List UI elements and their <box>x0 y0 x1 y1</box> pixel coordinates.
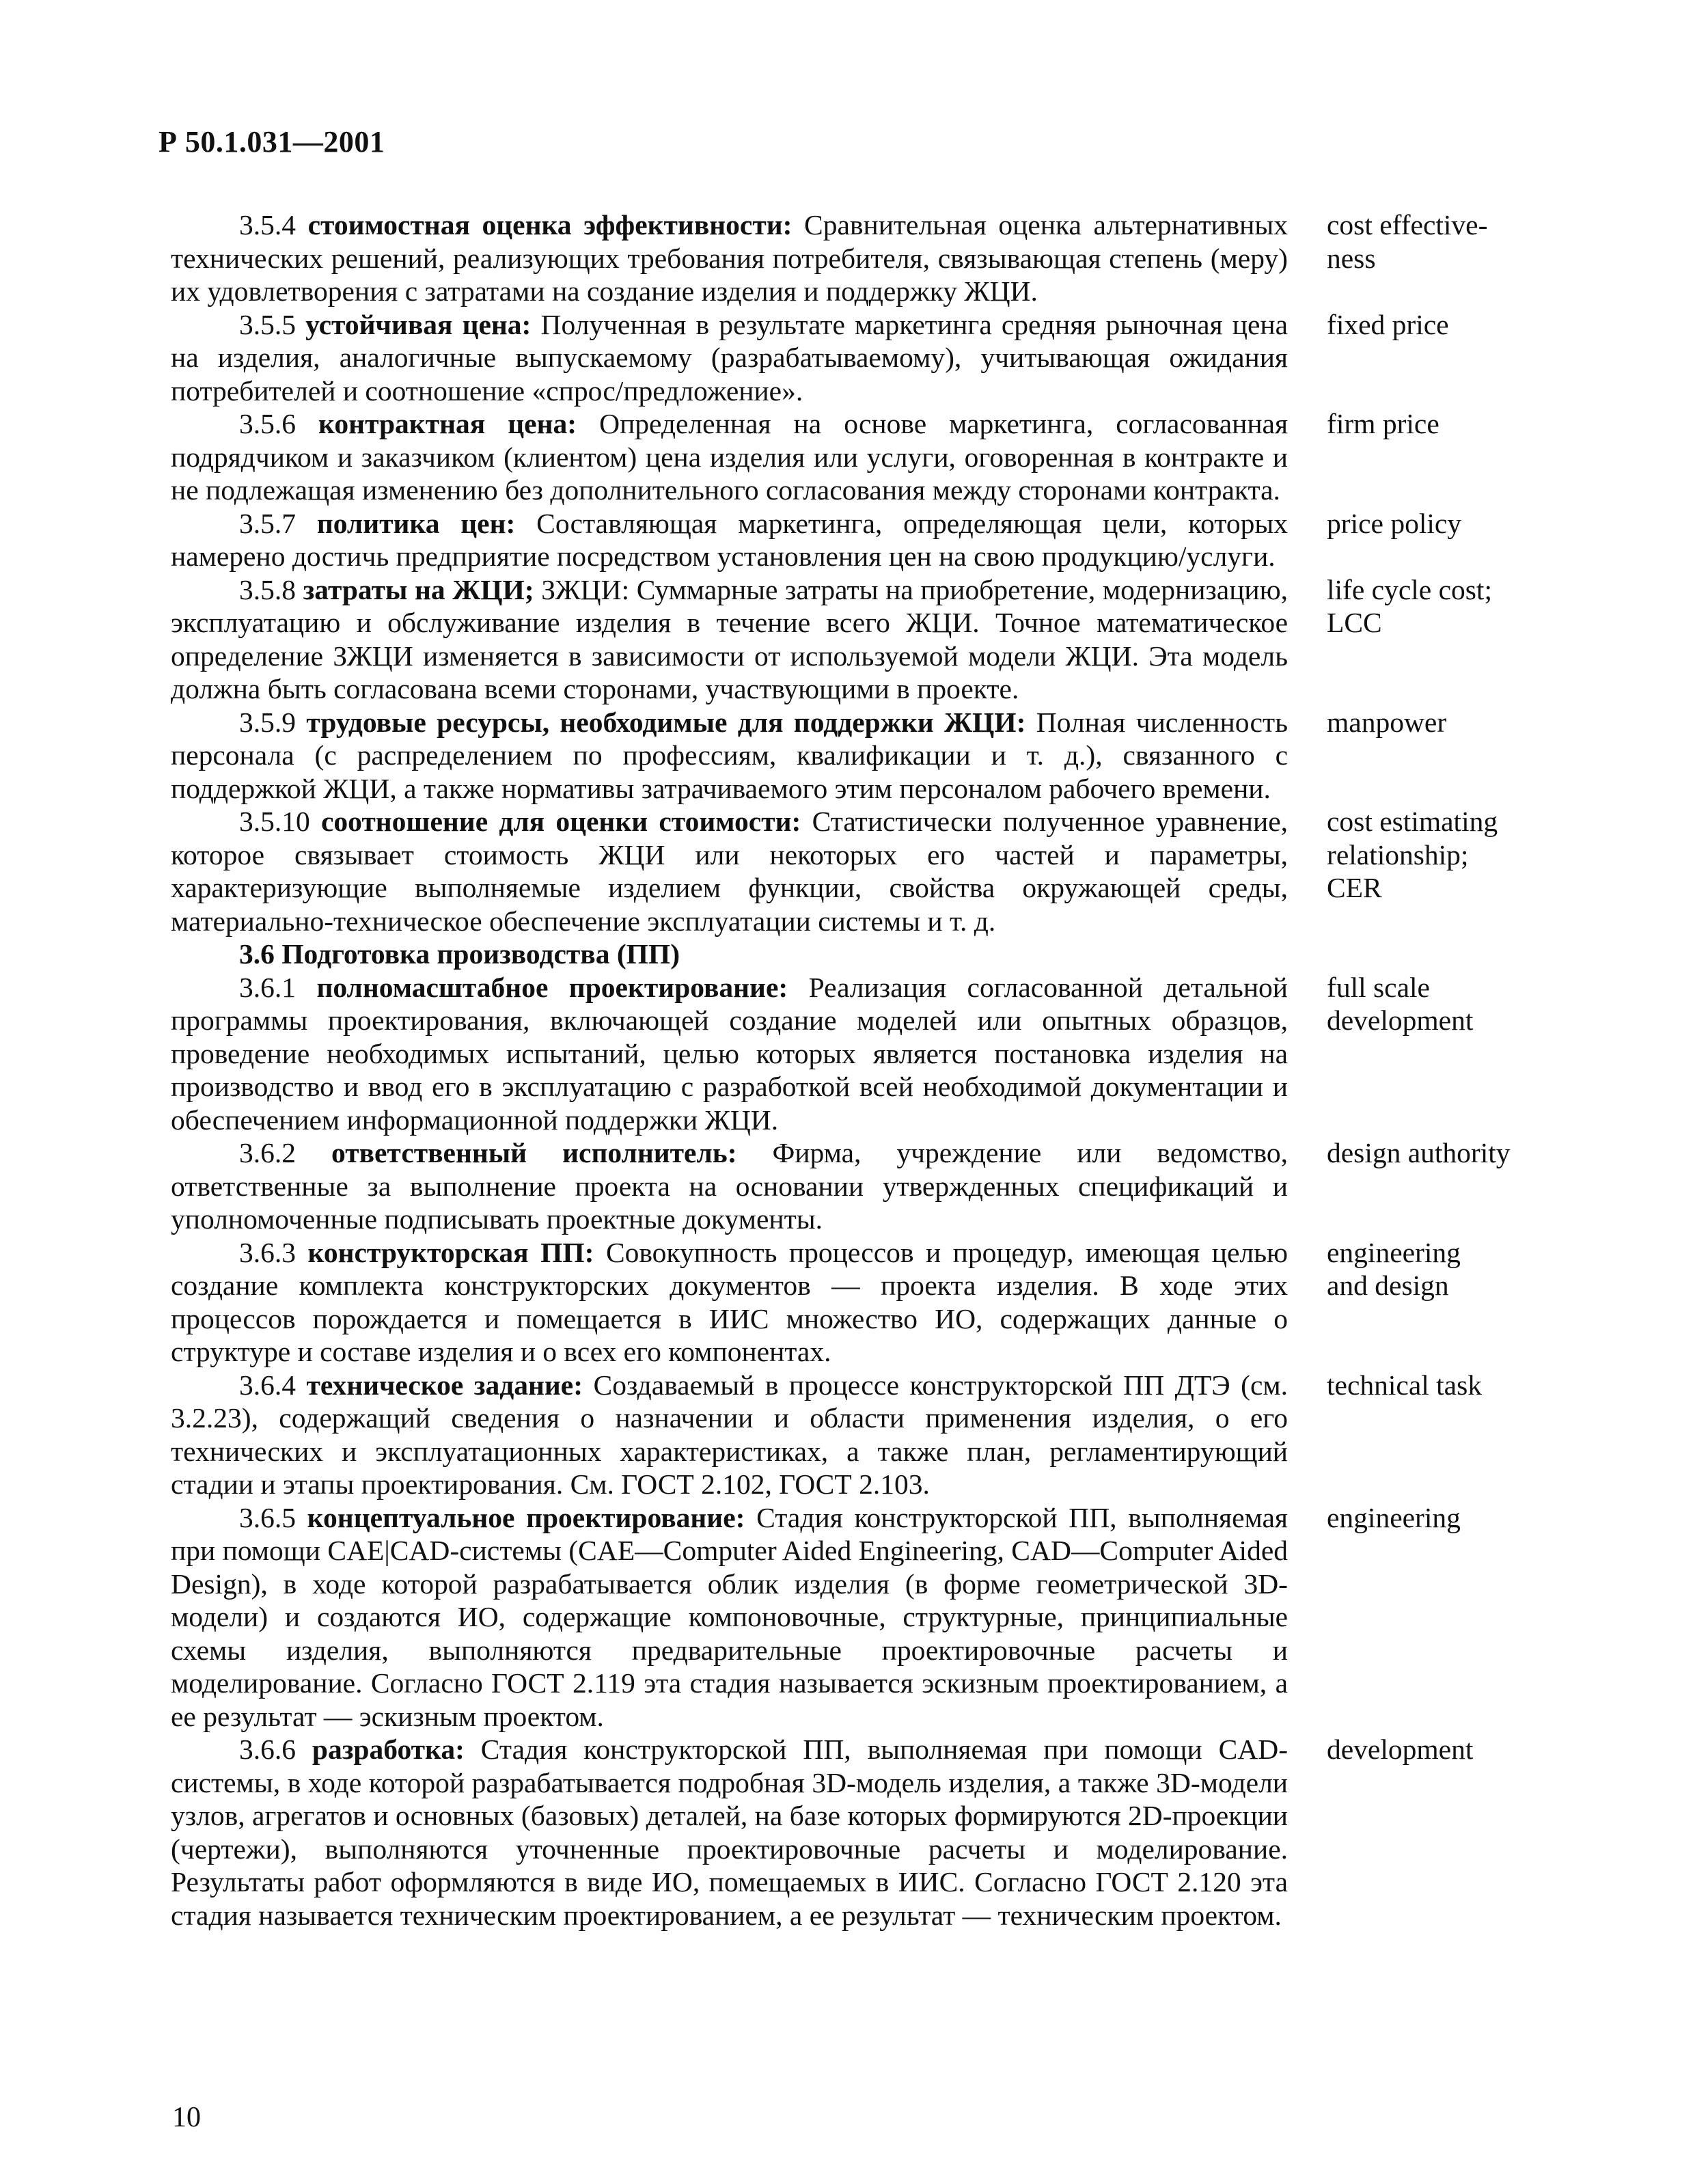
term-definition-paragraph <box>171 308 1288 408</box>
section-title: 3.6 Подготовка производства (ПП) <box>239 938 680 970</box>
term-name: полномасштабное проектирование: <box>316 971 788 1003</box>
term-definition-paragraph <box>171 971 1288 1137</box>
term-entry <box>0 706 1708 806</box>
term-number: 3.5.8 <box>239 573 296 605</box>
term-definition: Статистически полученное уравнение, которое связывает стоимость ЖЦИ или некоторых его частей и параметры, характеризующие выполняемые изделием функции, свойства окружающей среды, материально-техническое обеспечение эксплуатации системы и т. д. <box>171 806 1289 937</box>
term-entry <box>0 1733 1708 1932</box>
term-name: политика цен: <box>316 507 516 539</box>
english-equivalent <box>1327 1733 1552 1766</box>
term-name: концептуальное проектирование: <box>307 1501 745 1533</box>
page-number: 10 <box>172 2102 201 2133</box>
term-definition: Создаваемый в процессе конструкторской ПП ДТЭ (см. 3.2.23), содержащий сведения о назначении и области применения изделия, о его технических и эксплуатационных характеристиках, а также план, регламентирующий стадии и этапы проектирования. См. ГОСТ 2.102, ГОСТ 2.103. <box>171 1369 1289 1500</box>
term-name: стоимостная оценка эффективности: <box>307 209 793 241</box>
english-equivalent <box>1327 407 1552 441</box>
term-definition: Составляющая маркетинга, определяющая цели, которых намерено достичь предприятие посредством установления цен на свою продукцию/услуги. <box>171 507 1288 572</box>
english-term-line: development <box>1327 1004 1474 1036</box>
term-definition-paragraph <box>171 1236 1288 1369</box>
term-number: 3.6.1 <box>239 971 296 1003</box>
term-number: 3.5.10 <box>239 806 310 837</box>
term-entry <box>0 805 1708 937</box>
english-term-line: and design <box>1327 1270 1449 1301</box>
english-term-line: cost estimating <box>1327 806 1498 837</box>
english-term-line: engineering <box>1327 1501 1461 1533</box>
term-definition: Полная численность персонала (с распределением по профессиям, квалификации и т. д.), связанного с поддержкой ЖЦИ, а также нормативы затрачиваемого этим персоналом рабочего времени. <box>171 706 1289 804</box>
english-equivalent <box>1327 573 1552 640</box>
term-definition-paragraph <box>171 208 1288 308</box>
english-equivalent <box>1327 1501 1552 1535</box>
english-term-line: cost effective- <box>1327 209 1488 241</box>
term-definition: Полученная в результате маркетинга средняя рыночная цена на изделия, аналогичные выпускаемому (разрабатываемому), учитывающая ожидания потребителей и соотношение «спрос/предложение». <box>171 308 1289 407</box>
term-number: 3.6.5 <box>239 1501 296 1533</box>
term-name: затраты на ЖЦИ; <box>303 573 534 605</box>
term-definition-paragraph <box>171 1501 1288 1734</box>
term-definition-paragraph <box>171 507 1288 573</box>
term-definition-paragraph <box>171 1369 1288 1501</box>
english-term-line: fixed price <box>1327 308 1449 340</box>
english-term-line: life cycle cost; <box>1327 573 1492 605</box>
english-equivalent <box>1327 971 1552 1037</box>
term-entry <box>0 1369 1708 1501</box>
term-number: 3.6.2 <box>239 1137 296 1168</box>
term-definition-paragraph <box>171 407 1288 507</box>
english-term-line: development <box>1327 1734 1474 1765</box>
english-term-line: full scale <box>1327 971 1430 1003</box>
term-definition-paragraph <box>171 573 1288 706</box>
english-term-line: ness <box>1327 242 1376 274</box>
term-number: 3.6.3 <box>239 1236 296 1268</box>
term-name: разработка: <box>312 1734 465 1765</box>
term-entry <box>0 308 1708 408</box>
term-definition-paragraph <box>171 805 1288 937</box>
term-definition-paragraph <box>171 1733 1288 1932</box>
english-equivalent <box>1327 308 1552 342</box>
term-name: ответственный исполнитель: <box>331 1137 737 1168</box>
term-definition-paragraph <box>171 1136 1288 1236</box>
english-term-line: manpower <box>1327 706 1447 738</box>
entries-section-3-6 <box>0 971 1708 1932</box>
english-equivalent <box>1327 805 1552 905</box>
term-number: 3.5.7 <box>239 507 296 539</box>
entries-section-3-5 <box>0 208 1708 937</box>
term-name: соотношение для оценки стоимости: <box>321 806 801 837</box>
term-definition: Совокупность процессов и процедур, имеющая целью создание комплекта конструкторских документов — проекта изделия. В ходе этих процессов порождается и помещается в ИИС множество ИО, содержащих данные о структуре и составе изделия и о всех его компонентах. <box>171 1236 1289 1367</box>
term-entry <box>0 1236 1708 1369</box>
term-name: конструкторская ПП: <box>307 1236 594 1268</box>
english-equivalent <box>1327 706 1552 739</box>
term-number: 3.5.9 <box>239 706 296 738</box>
english-equivalent <box>1327 507 1552 540</box>
english-term-line: price policy <box>1327 507 1462 539</box>
english-term-line: engineering <box>1327 1236 1461 1268</box>
term-number: 3.5.4 <box>239 209 296 241</box>
english-equivalent <box>1327 208 1552 275</box>
term-number: 3.5.5 <box>239 308 296 340</box>
term-definition-paragraph <box>171 706 1288 806</box>
term-entry <box>0 1136 1708 1236</box>
term-definition: Определенная на основе маркетинга, согласованная подрядчиком и заказчиком (клиентом) цена изделия или услуги, оговоренная в контракте и не подлежащая изменению без дополнительного согласования между сторонами контракта. <box>171 408 1289 506</box>
term-definition: Сравнительная оценка альтернативных технических решений, реализующих требования потребителя, связывающая степень (меру) их удовлетворения с затратами на создание изделия и поддержку ЖЦИ. <box>171 209 1289 307</box>
term-number: 3.6.4 <box>239 1369 296 1401</box>
english-term-line: LCC <box>1327 607 1382 638</box>
term-entry <box>0 507 1708 573</box>
term-name: устойчивая цена: <box>305 308 532 340</box>
term-entry <box>0 573 1708 706</box>
term-entry <box>0 208 1708 308</box>
english-term-line: CER <box>1327 872 1382 903</box>
document-code: Р 50.1.031—2001 <box>159 125 385 159</box>
english-equivalent <box>1327 1236 1552 1302</box>
term-entry <box>0 407 1708 507</box>
term-number: 3.6.6 <box>239 1734 296 1765</box>
term-entry <box>0 971 1708 1137</box>
term-name: трудовые ресурсы, необходимые для поддержки ЖЦИ: <box>306 706 1026 738</box>
term-definition: Стадия конструкторской ПП, выполняемая при помощи CAE|CAD-системы (CAE—Computer Aided Engineering, CAD—Computer Aided Design), в ходе которой разрабатывается облик изделия (в форме геометрической 3D-модели) и создаются ИО, содержащие компоновочные, структурные, принципиальные схемы изделия, выполняются предварительные проектировочные расчеты и моделирование. Согласно ГОСТ 2.119 эта стадия называется эскизным проектированием, а ее результат — эскизным проектом. <box>171 1501 1289 1732</box>
english-term-line: technical task <box>1327 1369 1482 1401</box>
term-definition: ЗЖЦИ: Суммарные затраты на приобретение, модернизацию, эксплуатацию и обслуживание изделия в течение всего ЖЦИ. Точное математическое определение ЗЖЦИ изменяется в зависимости от используемой модели ЖЦИ. Эта модель должна быть согласована всеми сторонами, участвующими в проекте. <box>171 573 1289 704</box>
english-equivalent <box>1327 1136 1552 1170</box>
english-term-line: firm price <box>1327 408 1440 439</box>
english-term-line: relationship; <box>1327 838 1469 871</box>
english-term-line: design authority <box>1327 1137 1511 1168</box>
term-name: контрактная цена: <box>318 408 577 439</box>
term-entry <box>0 1501 1708 1734</box>
english-equivalent <box>1327 1369 1552 1402</box>
term-definition: Стадия конструкторской ПП, выполняемая при помощи CAD-системы, в ходе которой разрабатывается подробная 3D-модель изделия, а также 3D-модели узлов, агрегатов и основных (базовых) деталей, на базе которых формируются 2D-проекции (чертежи), выполняются уточненные проектировочные расчеты и моделирование. Результаты работ оформляются в виде ИО, помещаемых в ИИС. Согласно ГОСТ 2.120 эта стадия называется техническим проектированием, а ее результат — техническим проектом. <box>171 1734 1289 1931</box>
term-number: 3.5.6 <box>239 408 296 439</box>
term-definition: Фирма, учреждение или ведомство, ответственные за выполнение проекта на основании утвержденных спецификаций и уполномоченные подписывать проектные документы. <box>171 1137 1288 1235</box>
term-name: техническое задание: <box>306 1369 583 1401</box>
document-body <box>0 208 1708 1932</box>
term-definition: Реализация согласованной детальной программы проектирования, включающей создание моделей или опытных образцов, проведение необходимых испытаний, целью которых является постановка изделия на производство и ввод его в эксплуатацию с разработкой всей необходимой документации и обеспечением информационной поддержки ЖЦИ. <box>171 971 1288 1136</box>
